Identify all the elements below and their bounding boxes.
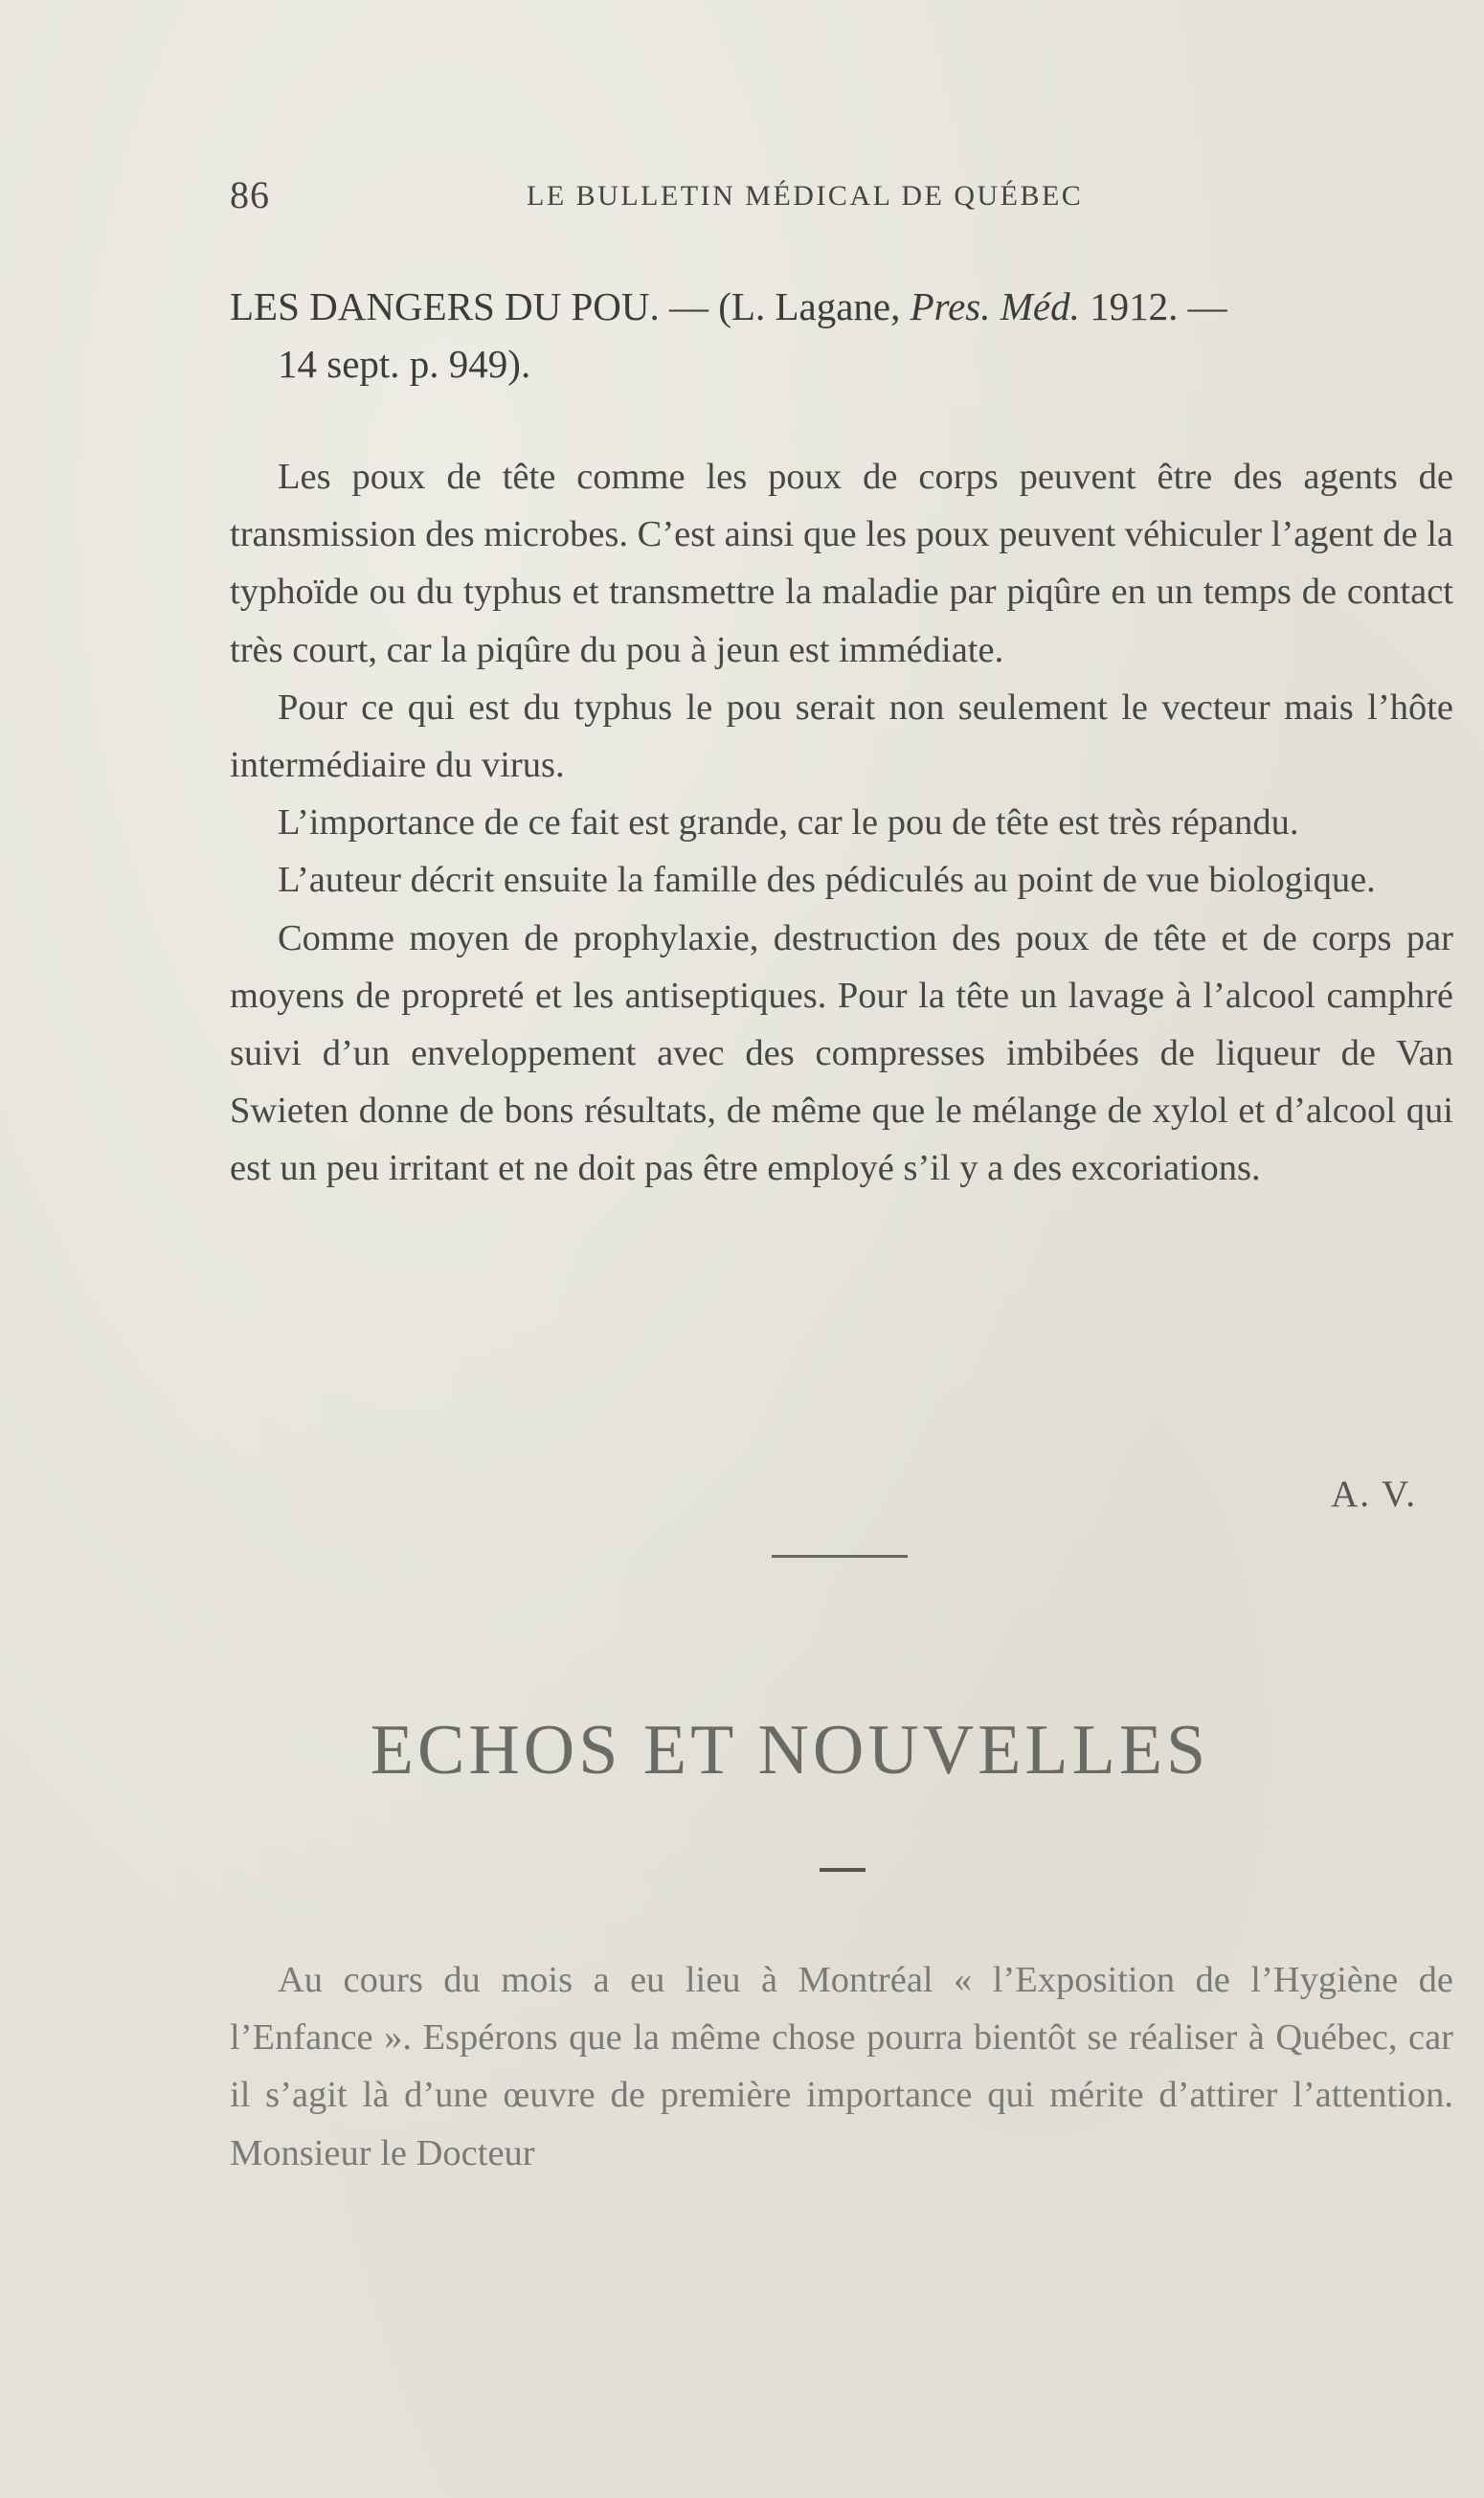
article-heading-date: 14 sept. p. 949). bbox=[278, 342, 531, 386]
news-paragraph: Au cours du mois a eu lieu à Montréal « l’Exposition de l’Hygiène de l’Enfance ». Espérons que la même chose pourra bientôt se réaliser à Québec, car il s’agit là d’une œuvre de première importance qui mérite d’attirer l’attention. Monsieur le Docteur bbox=[230, 1960, 1453, 2173]
running-head bbox=[230, 172, 1455, 226]
article-heading bbox=[230, 278, 1453, 393]
article-paragraph-2: Pour ce qui est du typhus le pou serait non seulement le vecteur mais l’hôte intermédiaire du virus. bbox=[230, 686, 1453, 786]
article-body bbox=[230, 448, 1453, 1198]
journal-title: LE BULLETIN MÉDICAL DE QUÉBEC bbox=[527, 180, 1084, 212]
article-paragraph-3: L’importance de ce fait est grande, car le pou de tête est très répandu. bbox=[278, 802, 1299, 844]
article-paragraph-1: Les poux de tête comme les poux de corps peuvent être des agents de transmission des microbes. C’est ainsi que les poux peuvent véhiculer l’agent de la typhoïde ou du typhus et transmettre la maladie par piqûre en un temps de contact très court, car la piqûre du pou à jeun est immédiate. bbox=[230, 457, 1453, 670]
article-paragraph-5: Comme moyen de prophylaxie, destruction des poux de tête et de corps par moyens de propreté et les antiseptiques. Pour la tête un lavage à l’alcool camphré suivi d’un enveloppement avec des compresses imbibées de liqueur de Van Swieten donne de bons résultats, de même que le mélange de xylol et d’alcool qui est un peu irritant et ne doit pas être employé s’il y a des excoriations. bbox=[230, 917, 1453, 1189]
article-heading-part2: 1912. — bbox=[1079, 284, 1227, 328]
article-heading-part1: LES DANGERS DU POU. — (L. Lagane, bbox=[230, 284, 911, 328]
author-signature: A. V. bbox=[1331, 1474, 1417, 1515]
article-heading-journal: Pres. Méd. bbox=[910, 284, 1080, 328]
section-divider bbox=[772, 1555, 908, 1558]
news-body bbox=[230, 1951, 1453, 2182]
section-title: ECHOS ET NOUVELLES bbox=[370, 1711, 1210, 1789]
title-dash bbox=[820, 1868, 866, 1872]
page-number: 86 bbox=[230, 173, 270, 216]
article-paragraph-4: L’auteur décrit ensuite la famille des pédiculés au point de vue biologique. bbox=[278, 860, 1376, 901]
